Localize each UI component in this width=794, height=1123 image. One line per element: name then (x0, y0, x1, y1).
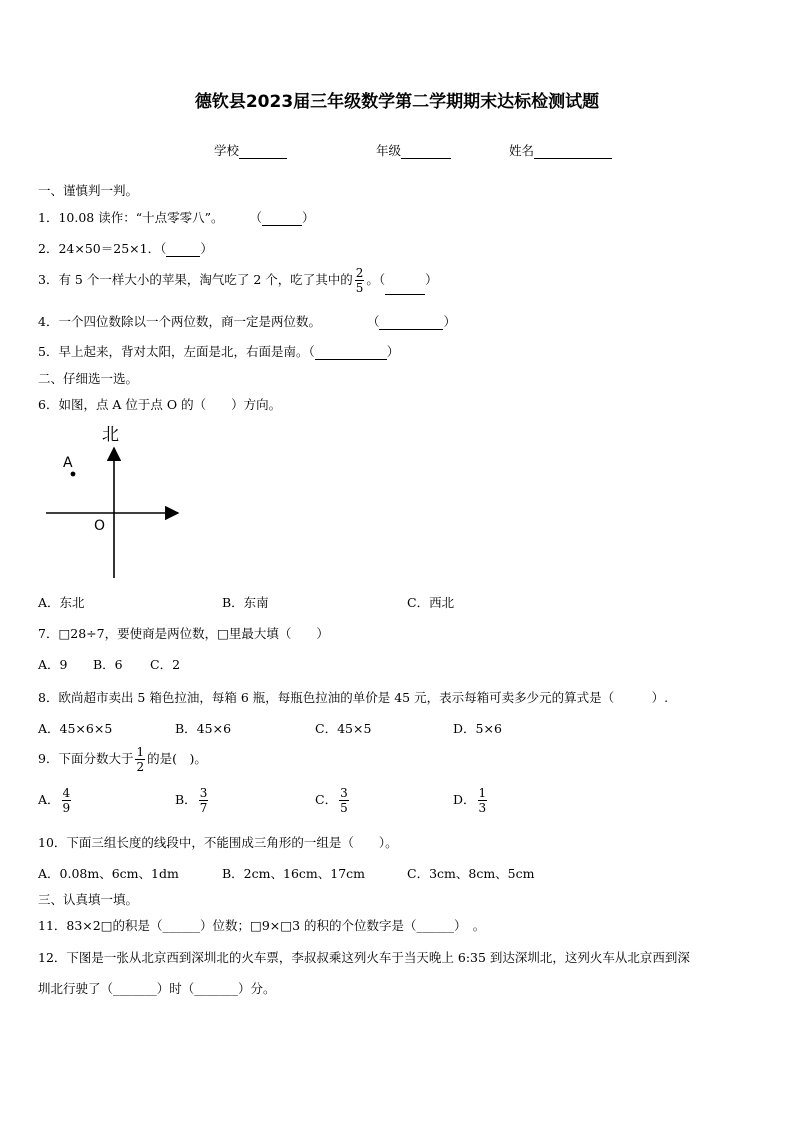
question-1 (38, 208, 315, 226)
question-10: 10．下面三组长度的线段中，不能围成三角形的一组是（ ）。 (38, 835, 398, 850)
fraction: $\frac{1}{2}$ (136, 745, 145, 774)
q10-option-a[interactable]: A．0.08m、6cm、1dm (38, 866, 179, 881)
question-1-text: 1．10.08 读作：“十点零零八”。 (38, 210, 224, 225)
north-label: 北 (102, 425, 119, 445)
q8-option-b[interactable]: B．45×6 (175, 721, 232, 736)
fraction: $\frac{3}{7}$ (199, 786, 208, 815)
question-2-text: 2．24×50＝25×1．（ (38, 241, 167, 256)
school-label: 学校 (214, 143, 240, 158)
q7-option-c[interactable]: C．2 (150, 657, 181, 672)
point-a (71, 472, 76, 477)
q8-option-a[interactable]: A．45×6×5 (38, 721, 113, 736)
q9-option-a[interactable]: A． $\frac{4}{9}$ (38, 786, 71, 815)
grade-field (376, 141, 451, 159)
question-8: 8．欧尚超市卖出 5 箱色拉油，每箱 6 瓶，每瓶色拉油的单价是 45 元，表示每箱可卖多少元的算式是（ ）. (38, 690, 669, 705)
question-12-line-1: 12．下图是一张从北京西到深圳北的火车票，李叔叔乘这列火车于当天晚上 6:35 到达深圳北，这列火车从北京西到深 (38, 950, 690, 965)
q7-option-b[interactable]: B．6 (93, 657, 123, 672)
q9-option-c[interactable]: C． $\frac{3}{5}$ (315, 786, 348, 815)
fraction: $\frac{1}{3}$ (478, 786, 487, 815)
q6-option-c[interactable]: C．西北 (407, 595, 455, 610)
answer-blank[interactable] (385, 281, 425, 295)
school-blank[interactable] (239, 145, 287, 159)
point-a-label: A (63, 455, 73, 471)
q6-option-b[interactable]: B．东南 (222, 595, 269, 610)
question-3-text: 3．有 5 个一样大小的苹果，淘气吃了 2 个，吃了其中的 (38, 272, 353, 287)
question-4-text: 4．一个四位数除以一个两位数，商一定是两位数。 (38, 314, 321, 329)
q7-option-a[interactable]: A．9 (38, 657, 68, 672)
q8-option-c[interactable]: C．45×5 (315, 721, 372, 736)
q9-option-b[interactable]: B． $\frac{3}{7}$ (175, 786, 208, 815)
question-11: 11．83×2□的积是（______）位数；□9×□3 的积的个位数字是（______） 。 (38, 918, 486, 933)
name-field (509, 141, 612, 159)
answer-blank[interactable] (315, 346, 387, 360)
question-6: 6．如图，点 A 位于点 O 的（ ）方向。 (38, 397, 282, 412)
q9-option-d[interactable]: D． $\frac{1}{3}$ (453, 786, 487, 815)
answer-blank[interactable]: （ ） (366, 314, 456, 329)
question-4 (38, 312, 456, 330)
name-blank[interactable] (534, 145, 612, 159)
school-field (214, 141, 287, 159)
question-2: 2．24×50＝25×1．（ ） (38, 241, 213, 256)
question-9-text: 9．下面分数大于 (38, 751, 134, 766)
question-9: 9．下面分数大于 $\frac{1}{2}$ 的是( )。 (38, 745, 207, 774)
answer-blank[interactable] (166, 243, 200, 257)
question-7: 7．□28÷7，要使商是两位数，□里最大填（ ） (38, 626, 329, 641)
grade-blank[interactable] (401, 145, 451, 159)
q10-option-c[interactable]: C．3cm、8cm、5cm (407, 866, 535, 881)
question-3: 3．有 5 个一样大小的苹果，淘气吃了 2 个，吃了其中的 $\frac{2}{5}$ 。（ ） (38, 266, 438, 295)
question-12-line-2: 圳北行驶了（_______）时（_______）分。 (38, 981, 276, 996)
grade-label: 年级 (376, 143, 402, 158)
page-title: 德钦县2023届三年级数学第二学期期末达标检测试题 (194, 92, 600, 112)
q10-option-b[interactable]: B．2cm、16cm、17cm (222, 866, 366, 881)
name-label: 姓名 (509, 143, 535, 158)
q8-option-d[interactable]: D．5×6 (453, 721, 502, 736)
answer-blank[interactable]: （ ） (249, 210, 315, 225)
origin-label: O (94, 518, 106, 534)
direction-figure (38, 418, 198, 588)
section-1-heading: 一、谨慎判一判。 (38, 183, 139, 198)
fraction: $\frac{4}{9}$ (62, 786, 71, 815)
fraction: $\frac{3}{5}$ (340, 786, 348, 815)
fraction: $\frac{2}{5}$ (355, 266, 364, 295)
question-5-text: 5．早上起来，背对太阳，左面是北，右面是南。（ (38, 344, 315, 359)
section-2-heading: 二、仔细选一选。 (38, 371, 139, 386)
question-5: 5．早上起来，背对太阳，左面是北，右面是南。（ ） (38, 344, 400, 359)
section-3-heading: 三、认真填一填。 (38, 892, 139, 907)
q6-option-a[interactable]: A．东北 (38, 595, 85, 610)
